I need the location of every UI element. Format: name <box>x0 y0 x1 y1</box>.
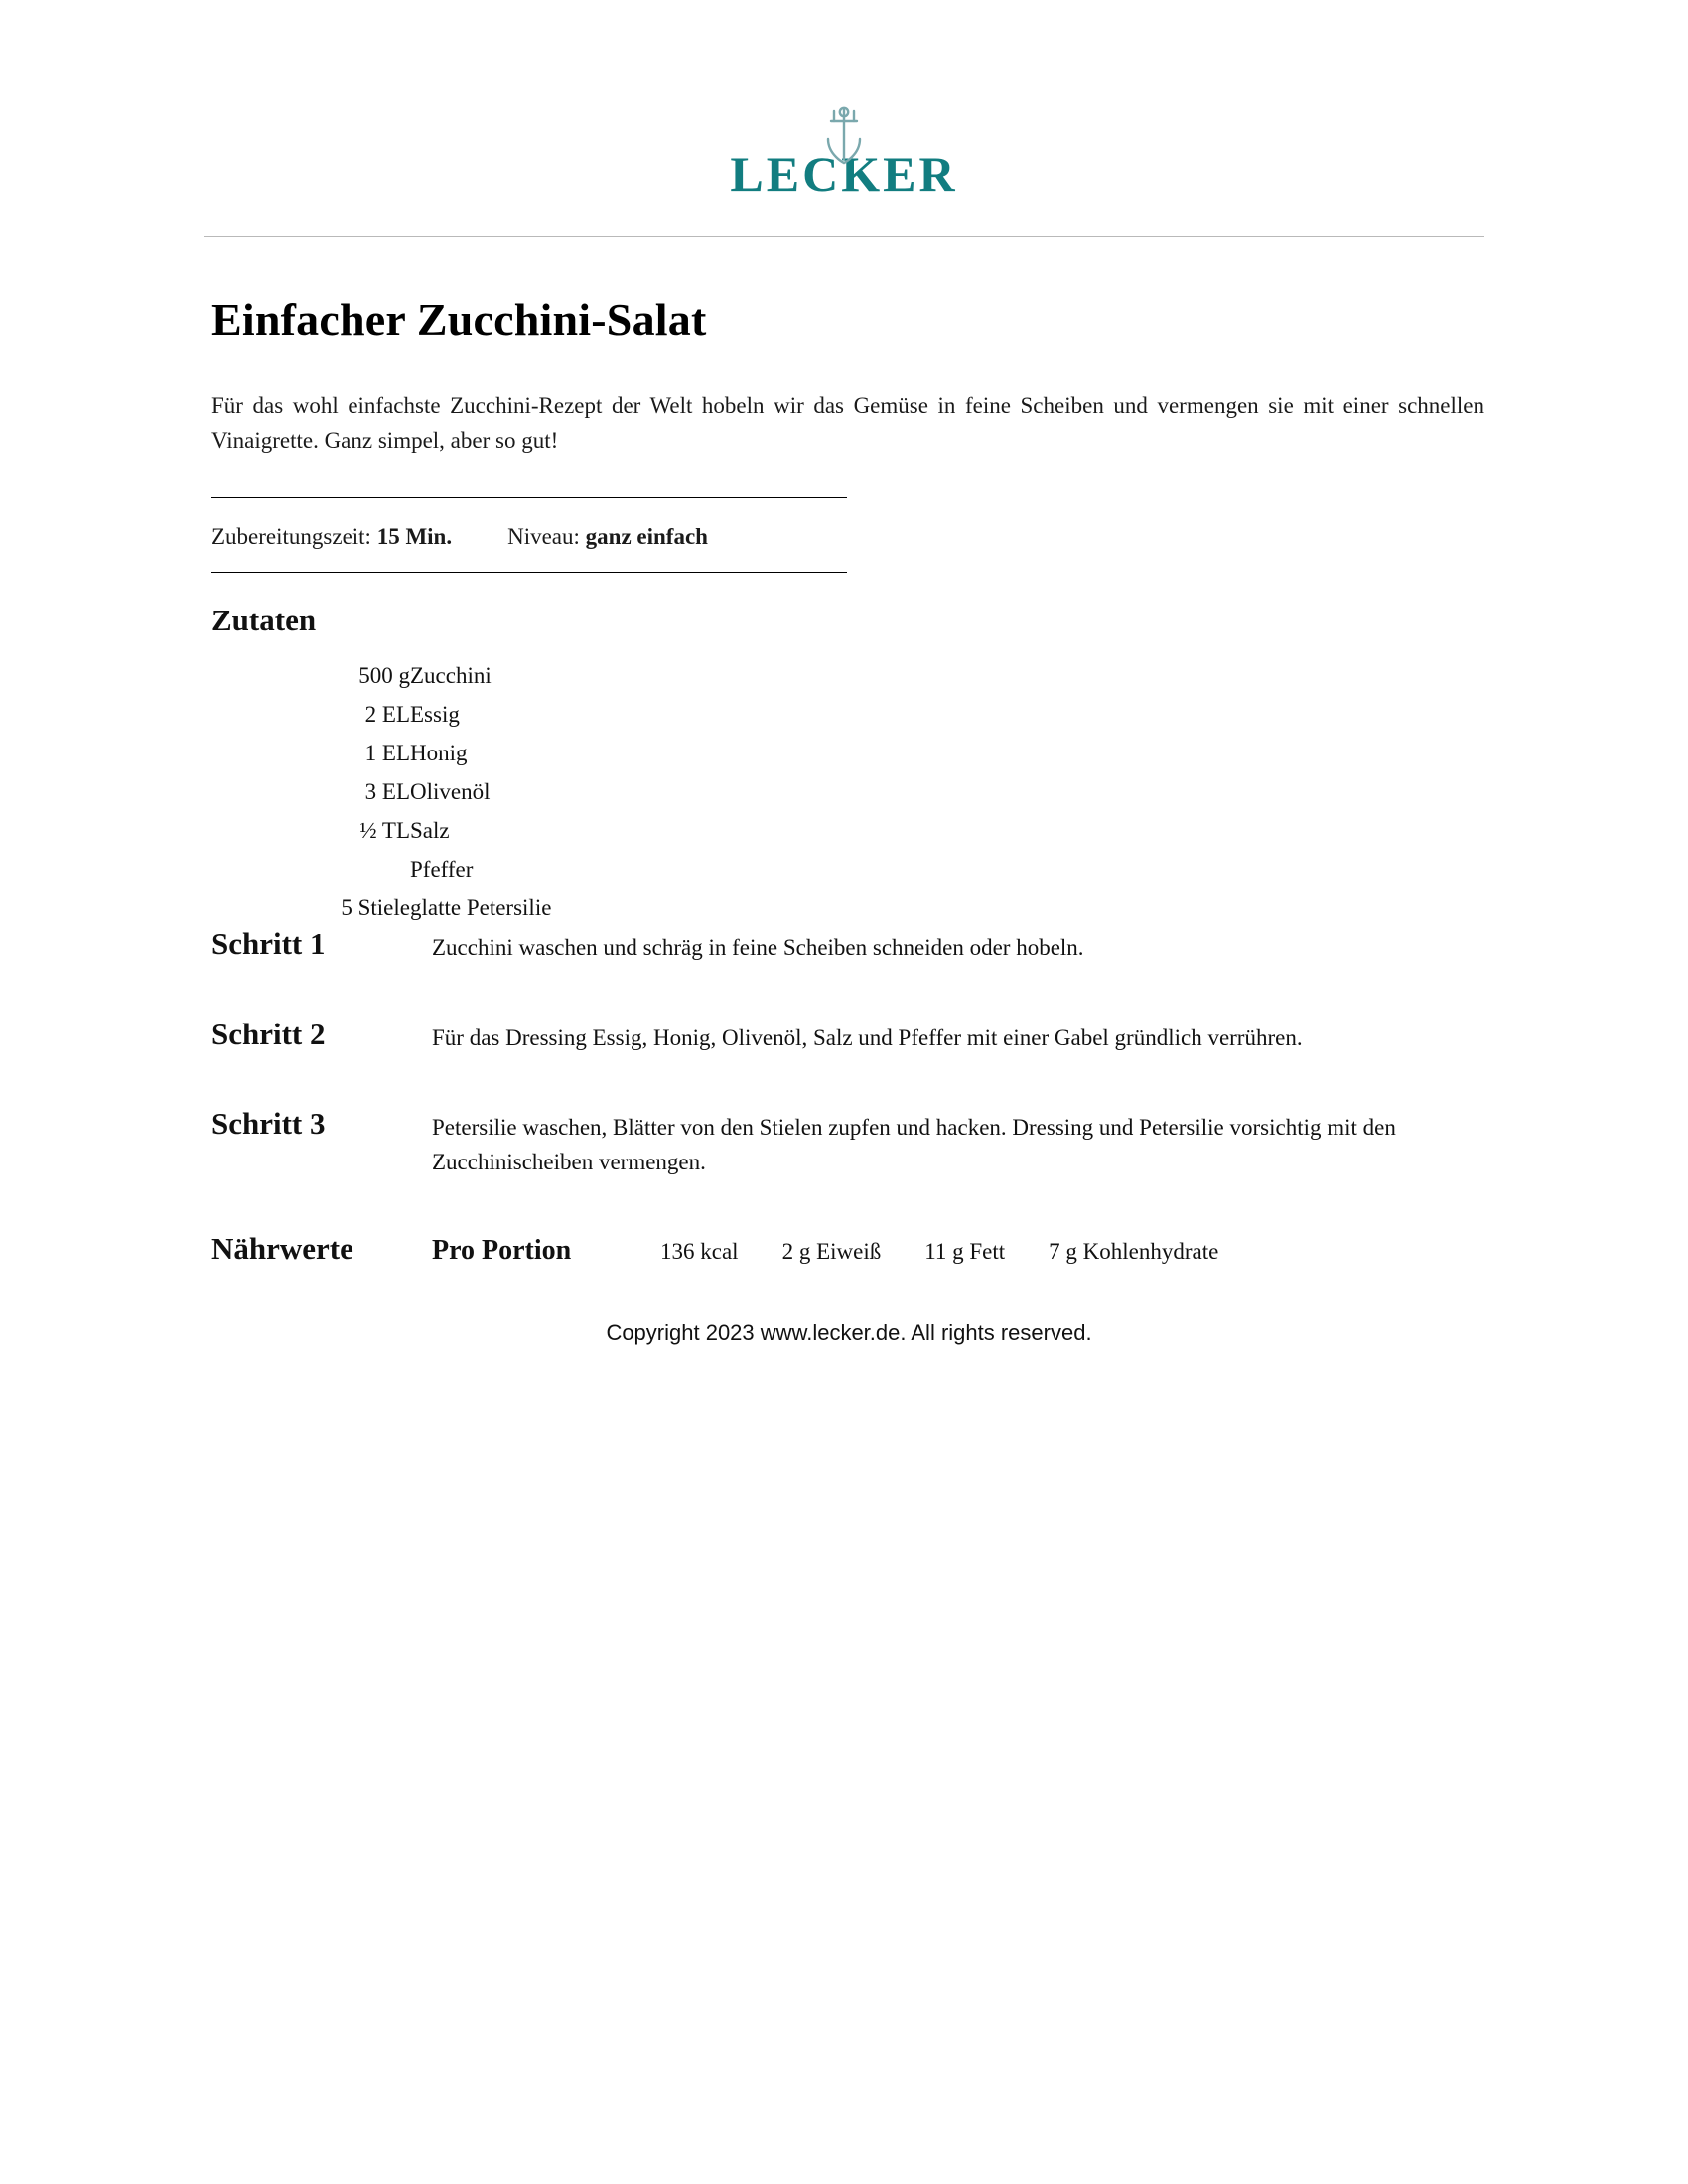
ingredient-amount: 2 EL <box>364 701 410 727</box>
brand-logo[interactable] <box>730 146 958 202</box>
ingredient-name: Honig <box>410 740 468 765</box>
ingredient-name: Olivenöl <box>410 778 491 804</box>
ingredient-name: Pfeffer <box>410 856 474 882</box>
step-1 <box>211 927 1484 966</box>
prep-time-label: Zubereitungszeit: <box>211 524 371 549</box>
ingredient-amount: 500 g <box>358 662 410 688</box>
anchor-fork-icon <box>821 105 867 167</box>
nutrition-label: Nährwerte <box>211 1231 353 1266</box>
ingredient-amount: 5 Stiele <box>341 894 410 920</box>
step-text: Für das Dressing Essig, Honig, Olivenöl, Salz und Pfeffer mit einer Gabel gründlich verrühren. <box>432 1024 1303 1050</box>
difficulty <box>507 524 708 550</box>
site-header <box>0 0 1688 237</box>
step-3 <box>211 1107 1484 1179</box>
meta-divider-top <box>211 497 847 498</box>
recipe-meta <box>211 524 1484 550</box>
ingredient-row <box>211 695 551 734</box>
ingredient-row <box>211 734 551 772</box>
difficulty-label: Niveau: <box>507 524 580 549</box>
footer-copyright: Copyright 2023 www.lecker.de. All rights reserved. <box>606 1320 1092 1345</box>
prep-time-value: 15 Min. <box>376 524 453 549</box>
nutrition-carbs: 7 g Kohlenhydrate <box>1049 1239 1219 1264</box>
brand-name: LECKER <box>730 146 958 202</box>
nutrition-portion: Pro Portion <box>432 1235 572 1266</box>
ingredient-name: Essig <box>410 701 460 727</box>
recipe-content <box>204 237 1484 1267</box>
step-text: Zucchini waschen und schräg in feine Scheiben schneiden oder hobeln. <box>432 935 1084 960</box>
step-label: Schritt 3 <box>211 1106 326 1141</box>
ingredient-amount: 1 EL <box>364 740 410 765</box>
nutrition-protein: 2 g Eiweiß <box>781 1239 882 1264</box>
ingredient-row <box>211 850 551 888</box>
nutrition-calories: 136 kcal <box>660 1239 739 1264</box>
ingredient-amount: 3 EL <box>364 778 410 804</box>
ingredients-heading: Zutaten <box>211 603 317 637</box>
recipe-intro: Für das wohl einfachste Zucchini-Rezept der Welt hobeln wir das Gemüse in feine Scheiben und vermengen sie mit einer schnellen Vinaigrette. Ganz simpel, aber so gut! <box>211 393 1484 453</box>
ingredients-table <box>211 656 551 927</box>
nutrition-fat: 11 g Fett <box>924 1239 1006 1264</box>
ingredient-amount: ½ TL <box>359 817 410 843</box>
ingredient-name: Salz <box>410 817 450 843</box>
nutrition-section <box>211 1231 1484 1267</box>
difficulty-value: ganz einfach <box>585 524 708 549</box>
page-title: Einfacher Zucchini-Salat <box>211 294 707 344</box>
ingredient-row <box>211 772 551 811</box>
ingredient-row <box>211 888 551 927</box>
ingredient-row <box>211 811 551 850</box>
step-text: Petersilie waschen, Blätter von den Stielen zupfen und hacken. Dressing und Petersilie vorsichtig mit den Zucchinischeiben vermengen. <box>432 1115 1396 1174</box>
ingredient-amount <box>211 850 410 888</box>
prep-time <box>211 524 452 550</box>
meta-divider-bottom <box>211 572 847 573</box>
ingredient-name: Zucchini <box>410 662 492 688</box>
ingredient-row <box>211 656 551 695</box>
step-label: Schritt 1 <box>211 926 326 961</box>
ingredient-name: glatte Petersilie <box>410 894 552 920</box>
step-2 <box>211 1018 1484 1056</box>
step-label: Schritt 2 <box>211 1016 326 1051</box>
nutrition-values <box>660 1239 1218 1265</box>
